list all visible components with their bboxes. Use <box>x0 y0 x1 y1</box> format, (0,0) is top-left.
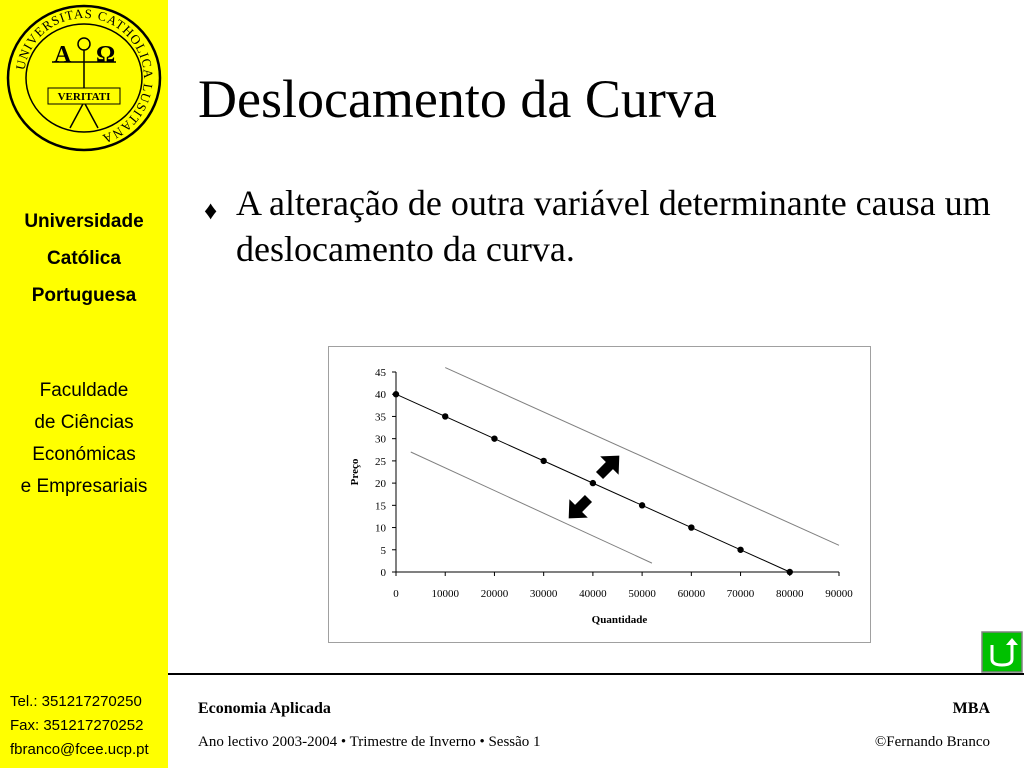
bullet-text: A alteração de outra variável determinante causa um deslocamento da curva. <box>236 183 991 269</box>
y-tick-label: 25 <box>375 455 386 468</box>
slide-title: Deslocamento da Curva <box>198 69 717 129</box>
svg-text:A: A <box>54 42 72 68</box>
y-tick-label: 5 <box>380 544 386 557</box>
university-name <box>0 204 168 315</box>
data-point <box>737 547 743 553</box>
data-point <box>393 391 399 397</box>
svg-text:VERITATI: VERITATI <box>57 91 111 103</box>
faculty-name-line: de Ciências <box>34 412 134 433</box>
shifted-up-line <box>445 368 839 546</box>
x-tick-label: 80000 <box>776 588 804 600</box>
data-point <box>688 524 694 530</box>
faculty-name-line: Económicas <box>32 444 136 465</box>
y-tick-label: 0 <box>380 567 386 579</box>
university-name-line: Universidade <box>24 211 144 232</box>
footer-session: Ano lectivo 2003-2004 • Trimestre de Inverno • Sessão 1 <box>198 734 541 750</box>
data-point <box>442 413 448 419</box>
data-point <box>590 480 596 486</box>
y-tick-label: 15 <box>375 500 386 513</box>
y-axis-label: Preço <box>349 458 361 486</box>
x-tick-label: 30000 <box>529 588 558 600</box>
shift-down-arrow-icon-shape <box>559 489 597 527</box>
x-tick-label: 70000 <box>726 588 755 600</box>
y-tick-label: 30 <box>375 433 386 446</box>
university-name-line: Portuguesa <box>31 285 137 306</box>
x-tick-label: 90000 <box>825 588 853 600</box>
faculty-name <box>0 375 168 503</box>
x-tick-label: 60000 <box>677 588 706 600</box>
return-button[interactable] <box>981 631 1023 673</box>
bullet-point <box>204 180 994 272</box>
demand-shift-chart <box>329 347 870 642</box>
y-tick-label: 40 <box>375 389 386 402</box>
footer-divider <box>168 673 1024 675</box>
data-point <box>491 435 497 441</box>
x-tick-label: 20000 <box>480 588 509 600</box>
university-seal-logo <box>2 2 166 154</box>
contact-email: fbranco@fcee.ucp.pt <box>10 741 149 758</box>
university-name-line: Católica <box>47 248 121 269</box>
svg-text:Ω: Ω <box>96 42 116 68</box>
seal-circular-text: UNIVERSITAS CATHOLICA LUSITANA <box>12 5 157 147</box>
footer-course: Economia Aplicada <box>198 700 331 717</box>
x-tick-label: 50000 <box>628 588 656 600</box>
x-tick-label: 0 <box>393 588 399 600</box>
data-point <box>787 569 793 575</box>
contact-tel: Tel.: 351217270250 <box>10 693 142 710</box>
sidebar <box>0 0 168 768</box>
shift-up-arrow-icon <box>590 446 628 484</box>
footer-author: ©Fernando Branco <box>874 734 990 750</box>
shift-up-arrow-icon-shape <box>590 446 628 484</box>
faculty-name-line: e Empresariais <box>20 476 148 497</box>
data-point <box>639 502 645 508</box>
y-tick-label: 45 <box>375 367 386 379</box>
x-tick-label: 10000 <box>431 588 459 600</box>
diamond-bullet-icon: ♦ <box>204 196 218 225</box>
x-tick-label: 40000 <box>579 588 607 600</box>
chart-container <box>328 346 871 643</box>
data-point <box>540 458 546 464</box>
contact-fax: Fax: 351217270252 <box>10 717 144 734</box>
y-tick-label: 20 <box>375 478 386 491</box>
contact-info <box>10 690 149 762</box>
shift-down-arrow-icon <box>559 489 597 527</box>
y-tick-label: 10 <box>375 522 386 535</box>
y-tick-label: 35 <box>375 411 386 424</box>
faculty-name-line: Faculdade <box>39 380 129 401</box>
footer-program: MBA <box>952 700 990 717</box>
x-axis-label: Quantidade <box>591 614 648 626</box>
